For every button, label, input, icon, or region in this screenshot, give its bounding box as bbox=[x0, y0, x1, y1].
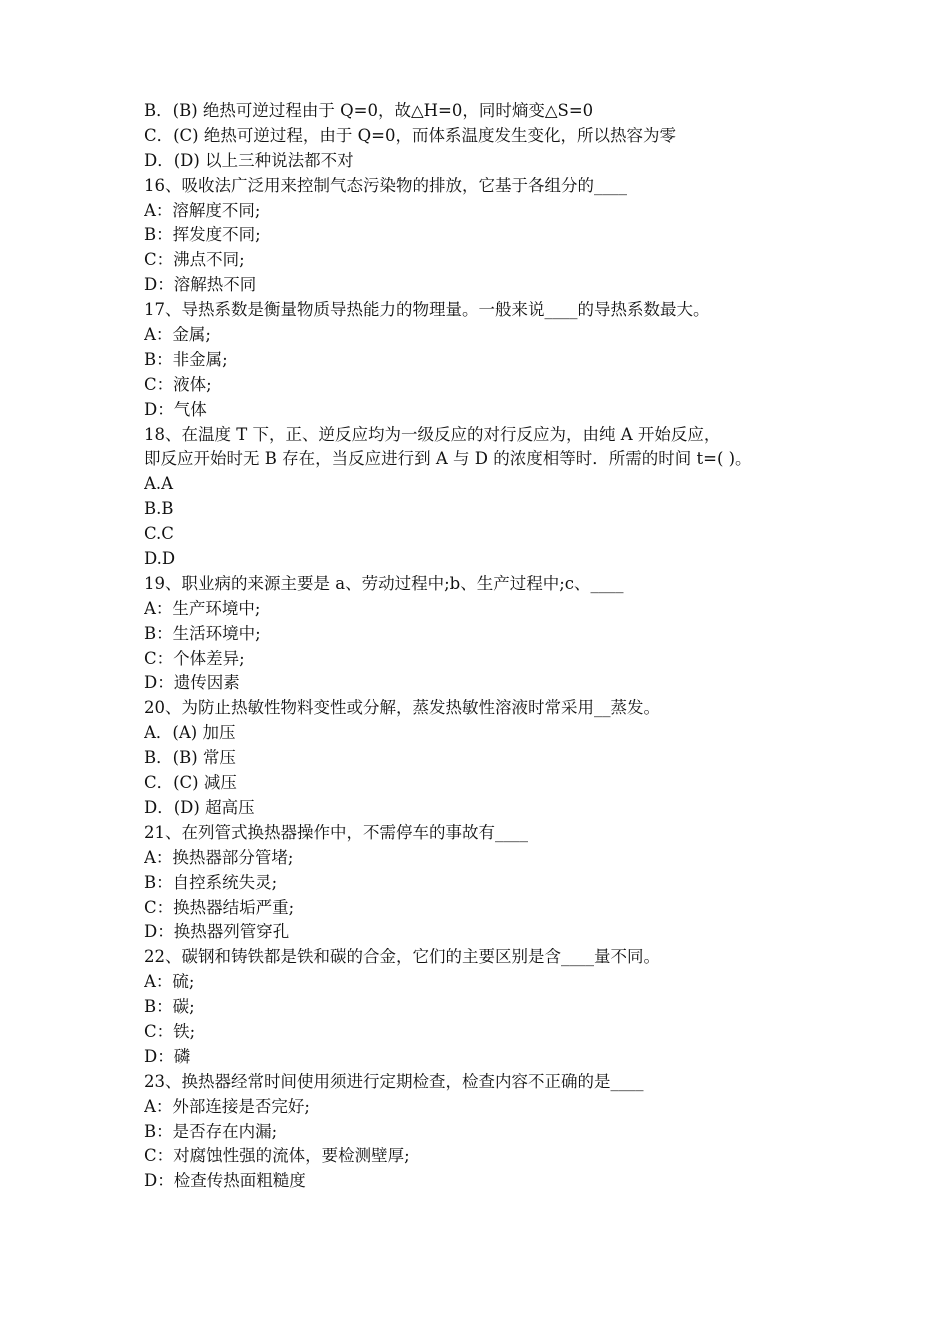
option-b: B．(B) 常压 bbox=[144, 748, 236, 768]
question-22: 22、碳钢和铸铁都是铁和碳的合金，它们的主要区别是含____量不同。 bbox=[144, 947, 660, 967]
option-c: C：沸点不同; bbox=[144, 250, 245, 270]
option-b: B：是否存在内漏; bbox=[144, 1121, 278, 1141]
question-20: 20、为防止热敏性物料变性或分解，蒸发热敏性溶液时常采用__蒸发。 bbox=[144, 698, 660, 718]
option-d: D：检查传热面粗糙度 bbox=[144, 1171, 306, 1191]
option-a: A：硫; bbox=[144, 972, 195, 992]
option-a: A.A bbox=[144, 474, 174, 494]
question-list bbox=[144, 99, 824, 1194]
option-d: D：气体 bbox=[144, 399, 207, 419]
option-b: B：生活环境中; bbox=[144, 623, 261, 643]
question-16: 16、吸收法广泛用来控制气态污染物的排放，它基于各组分的____ bbox=[144, 175, 627, 195]
option-d: D：磷 bbox=[144, 1046, 191, 1066]
question-23: 23、换热器经常时间使用须进行定期检查，检查内容不正确的是____ bbox=[144, 1071, 644, 1091]
text-line: C．(C) 绝热可逆过程，由于 Q=0，而体系温度发生变化，所以热容为零 bbox=[144, 125, 676, 145]
option-b: B：自控系统失灵; bbox=[144, 872, 278, 892]
option-a: A：换热器部分管堵; bbox=[144, 847, 294, 867]
option-d: D.D bbox=[144, 549, 176, 569]
option-d: D．(D) 超高压 bbox=[144, 797, 255, 817]
option-a: A：外部连接是否完好; bbox=[144, 1096, 310, 1116]
text-line: D．(D) 以上三种说法都不对 bbox=[144, 150, 354, 170]
option-c: C.C bbox=[144, 524, 174, 544]
option-c: C：换热器结垢严重; bbox=[144, 897, 295, 917]
option-d: D：遗传因素 bbox=[144, 673, 240, 693]
option-c: C：对腐蚀性强的流体，要检测壁厚; bbox=[144, 1146, 410, 1166]
option-d: D：溶解热不同 bbox=[144, 275, 257, 295]
question-17: 17、导热系数是衡量物质导热能力的物理量。一般来说____的导热系数最大。 bbox=[144, 300, 710, 320]
option-c: C．(C) 减压 bbox=[144, 773, 237, 793]
question-18: 18、在温度 T 下，正、逆反应均为一级反应的对行反应为，由纯 A 开始反应， bbox=[144, 424, 721, 444]
question-19: 19、职业病的来源主要是 a、劳动过程中;b、生产过程中;c、____ bbox=[144, 573, 624, 593]
option-b: B：碳; bbox=[144, 997, 195, 1017]
text-line: B．(B) 绝热可逆过程由于 Q=0，故△H=0，同时熵变△S=0 bbox=[144, 101, 594, 120]
option-a: A．(A) 加压 bbox=[144, 723, 236, 743]
option-b: B.B bbox=[144, 499, 174, 519]
option-d: D：换热器列管穿孔 bbox=[144, 922, 290, 942]
option-b: B：挥发度不同; bbox=[144, 225, 261, 245]
option-a: A：溶解度不同; bbox=[144, 200, 261, 220]
option-c: C：个体差异; bbox=[144, 648, 245, 668]
option-b: B：非金属; bbox=[144, 349, 228, 369]
question-21: 21、在列管式换热器操作中，不需停车的事故有____ bbox=[144, 822, 528, 842]
option-c: C：液体; bbox=[144, 374, 212, 394]
option-c: C：铁; bbox=[144, 1021, 196, 1041]
option-a: A：金属; bbox=[144, 325, 211, 345]
option-a: A：生产环境中; bbox=[144, 598, 261, 618]
question-18-continued: 即反应开始时无 B 存在，当反应进行到 A 与 D 的浓度相等时．所需的时间 t=( )。 bbox=[144, 449, 752, 469]
